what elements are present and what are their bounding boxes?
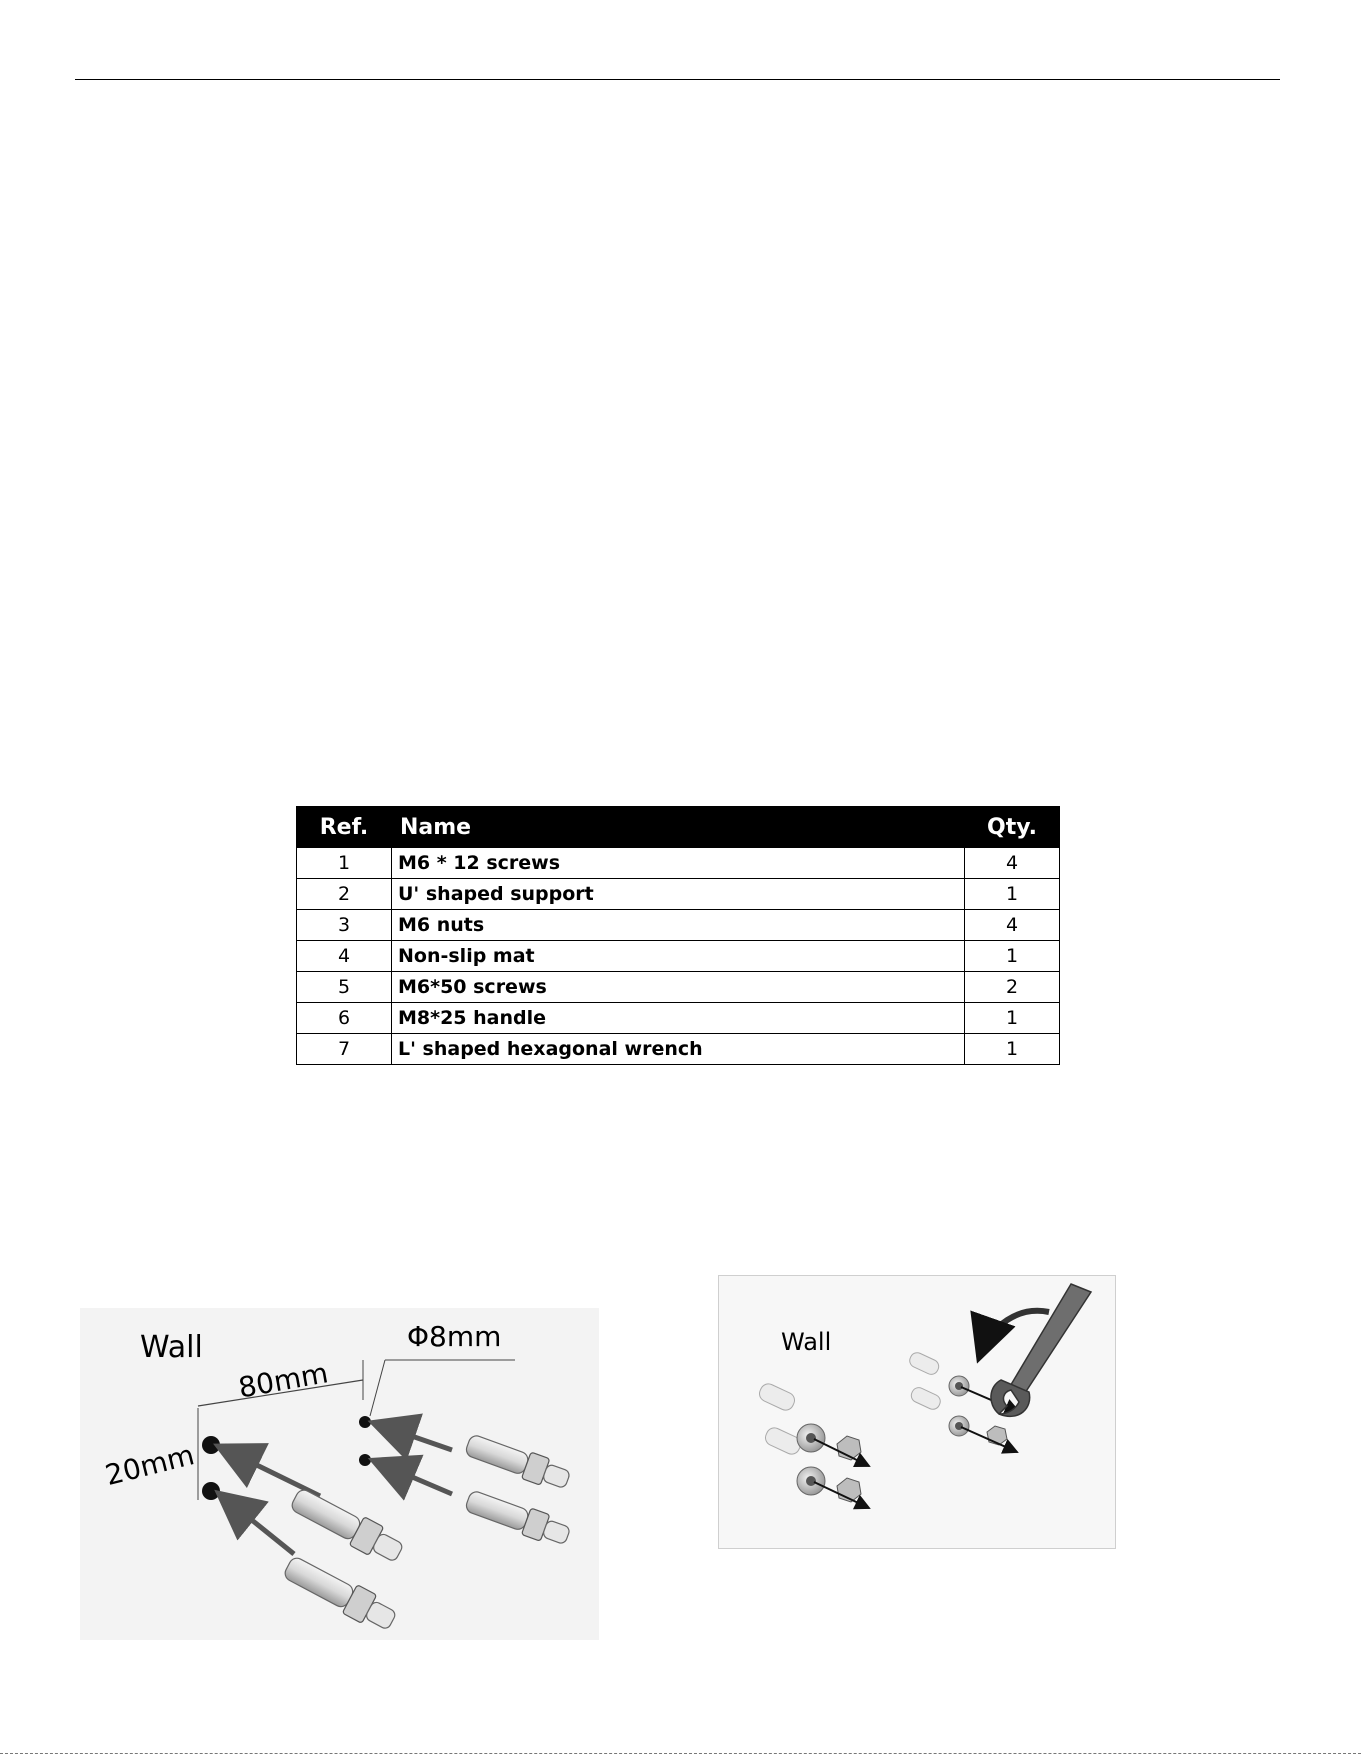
arrow-icon	[377, 1462, 452, 1494]
qty-cell: 1	[965, 879, 1060, 910]
name-cell: M6*50 screws	[392, 972, 965, 1003]
stud-icon	[757, 1381, 797, 1413]
anchor-bolt-icon	[280, 1552, 399, 1636]
name-cell: M6 nuts	[392, 910, 965, 941]
qty-cell: 4	[965, 910, 1060, 941]
wall-label: Wall	[140, 1330, 203, 1365]
table-row	[297, 1034, 1060, 1065]
name-cell: M6 * 12 screws	[392, 848, 965, 879]
table-row	[297, 910, 1060, 941]
qty-cell: 1	[965, 1034, 1060, 1065]
hole-diameter-label: Φ8mm	[407, 1320, 502, 1353]
parts-table-header-row	[297, 807, 1060, 848]
qty-cell: 2	[965, 972, 1060, 1003]
wall-label: Wall	[781, 1328, 832, 1356]
ref-cell: 4	[297, 941, 392, 972]
hole-icon	[359, 1416, 371, 1428]
stud-icon	[907, 1350, 941, 1376]
hole-icon	[359, 1454, 371, 1466]
ref-cell: 7	[297, 1034, 392, 1065]
tighten-nuts-figure	[718, 1275, 1116, 1549]
tighten-nuts-illustration	[719, 1276, 1115, 1548]
stud-icon	[909, 1385, 943, 1411]
header-rule	[75, 79, 1280, 80]
header-qty: Qty.	[965, 807, 1060, 848]
table-row	[297, 972, 1060, 1003]
hole-icon	[202, 1436, 220, 1454]
ref-cell: 2	[297, 879, 392, 910]
anchor-bolt-icon	[287, 1484, 406, 1568]
header-ref: Ref.	[297, 807, 392, 848]
footer-rule	[0, 1753, 1361, 1754]
qty-cell: 4	[965, 848, 1060, 879]
qty-cell: 1	[965, 941, 1060, 972]
arrow-icon	[222, 1496, 294, 1554]
ref-cell: 1	[297, 848, 392, 879]
vertical-spacing-label: 20mm	[102, 1438, 198, 1493]
name-cell: M8*25 handle	[392, 1003, 965, 1034]
name-cell: L' shaped hexagonal wrench	[392, 1034, 965, 1065]
name-cell: Non-slip mat	[392, 941, 965, 972]
anchor-bolt-icon	[463, 1487, 572, 1550]
drill-holes-figure	[80, 1308, 599, 1640]
ref-cell: 3	[297, 910, 392, 941]
ref-cell: 5	[297, 972, 392, 1003]
parts-table	[296, 806, 1060, 1065]
wrench-icon	[991, 1284, 1091, 1416]
table-row	[297, 879, 1060, 910]
table-row	[297, 1003, 1060, 1034]
table-row	[297, 848, 1060, 879]
anchor-bolt-icon	[463, 1431, 572, 1494]
header-name: Name	[392, 807, 965, 848]
arrow-icon	[377, 1424, 452, 1450]
hole-icon	[202, 1482, 220, 1500]
ref-cell: 6	[297, 1003, 392, 1034]
qty-cell: 1	[965, 1003, 1060, 1034]
horizontal-spacing-label: 80mm	[236, 1356, 331, 1405]
arrow-icon	[222, 1448, 320, 1496]
table-row	[297, 941, 1060, 972]
name-cell: U' shaped support	[392, 879, 965, 910]
